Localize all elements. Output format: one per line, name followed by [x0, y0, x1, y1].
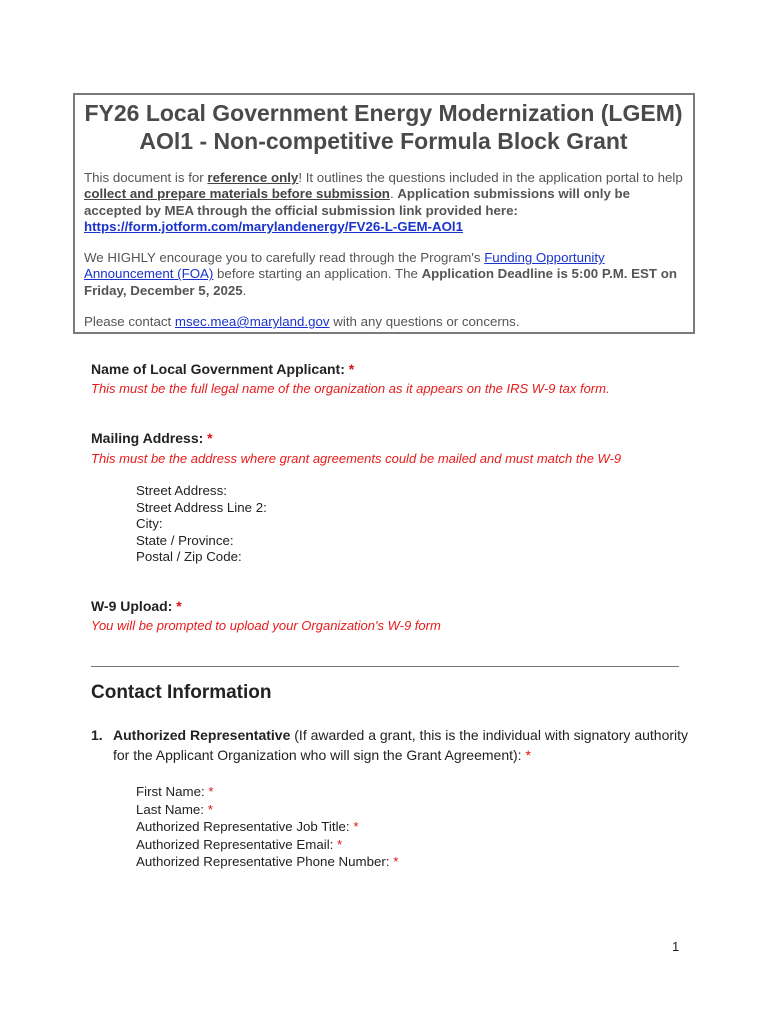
intro-box [73, 93, 695, 334]
authorized-representative-question [91, 725, 691, 765]
required-asterisk: * [208, 784, 214, 799]
email-label [136, 836, 398, 854]
state-label: State / Province: [136, 532, 234, 548]
required-asterisk: * [337, 836, 343, 852]
required-asterisk: * [207, 430, 213, 446]
w9-upload-label-text: W-9 Upload: [91, 598, 173, 614]
contact-section-title: Contact Information [91, 682, 272, 703]
foa-paragraph [84, 250, 683, 299]
authorized-representative-label: Authorized Representative [113, 727, 291, 743]
job-title-label [136, 818, 398, 836]
w9-upload-note: You will be prompted to upload your Organization's W-9 form [91, 618, 441, 633]
phone-number-label [136, 853, 398, 871]
contact-text-a: Please contact [84, 314, 175, 330]
deadline-text: Application Deadline is 5:00 P.M. EST on Friday, December 5, 2025 [84, 266, 677, 298]
reference-text-b: ! It outlines the questions included in the application portal to help [298, 170, 683, 185]
street-address-label: Street Address: [136, 483, 227, 498]
required-asterisk: * [353, 819, 359, 834]
title-line-1: FY26 Local Government Energy Modernization (LGEM) [84, 100, 683, 126]
reference-only-text: reference only [207, 170, 299, 185]
address-field-list [136, 483, 267, 566]
contact-paragraph [84, 314, 683, 330]
mailing-address-label-text: Mailing Address: [91, 430, 204, 446]
first-name-label [136, 783, 398, 801]
authorized-representative-description: (If awarded a grant, this is the individual with signatory authority for the Applicant Organization who will sign the Grant Agreement): [113, 727, 689, 763]
required-asterisk: * [525, 747, 531, 763]
reference-text-a: This document is for [84, 170, 208, 185]
applicant-name-label [91, 361, 354, 377]
contact-email-link[interactable]: msec.mea@maryland.gov [174, 314, 330, 330]
foa-link[interactable]: Funding Opportunity Announcement (FOA) [84, 250, 605, 282]
phone-number-text: Authorized Representative Phone Number: [136, 854, 390, 869]
foa-text-a: We HIGHLY encourage you to carefully read through the Program's [84, 250, 485, 266]
contact-field-list [136, 783, 398, 871]
document-title [84, 99, 683, 155]
submission-notice: Application submissions will only be accepted by MEA through the official submission link provided here: [84, 186, 631, 218]
reference-text-c: . [389, 186, 398, 202]
applicant-name-label-text: Name of Local Government Applicant: [91, 361, 345, 377]
foa-text-c: . [242, 282, 247, 298]
first-name-text: First Name: [136, 784, 205, 799]
required-asterisk: * [348, 361, 355, 377]
title-line-2: AOl1 - Non-competitive Formula Block Grant [139, 128, 628, 154]
question-number: 1. [91, 727, 103, 743]
reference-paragraph [84, 170, 683, 235]
email-text: Authorized Representative Email: [136, 836, 334, 852]
question-body [113, 725, 691, 765]
street-address-line2-label: Street Address Line 2: [136, 499, 267, 515]
last-name-text: Last Name: [136, 801, 204, 817]
job-title-text: Authorized Representative Job Title: [136, 819, 350, 834]
section-divider [91, 666, 679, 667]
required-asterisk: * [176, 598, 182, 614]
zip-label: Postal / Zip Code: [136, 549, 242, 564]
last-name-label [136, 801, 398, 819]
required-asterisk: * [207, 801, 213, 817]
contact-text-b: with any questions or concerns. [329, 314, 520, 330]
mailing-address-note: This must be the address where grant agreements could be mailed and must match the W-9 [91, 451, 622, 466]
w9-upload-label [91, 598, 182, 614]
required-asterisk: * [393, 854, 399, 869]
page-number: 1 [672, 939, 680, 954]
city-label: City: [136, 516, 163, 531]
foa-text-b: before starting an application. The [213, 266, 422, 282]
applicant-name-note: This must be the full legal name of the organization as it appears on the IRS W-9 tax form. [91, 381, 610, 396]
mailing-address-label [91, 430, 213, 446]
collect-materials-text: collect and prepare materials before submission [84, 186, 390, 202]
submission-link[interactable]: https://form.jotform.com/marylandenergy/FV26-L-GEM-AOl1 [84, 218, 464, 234]
